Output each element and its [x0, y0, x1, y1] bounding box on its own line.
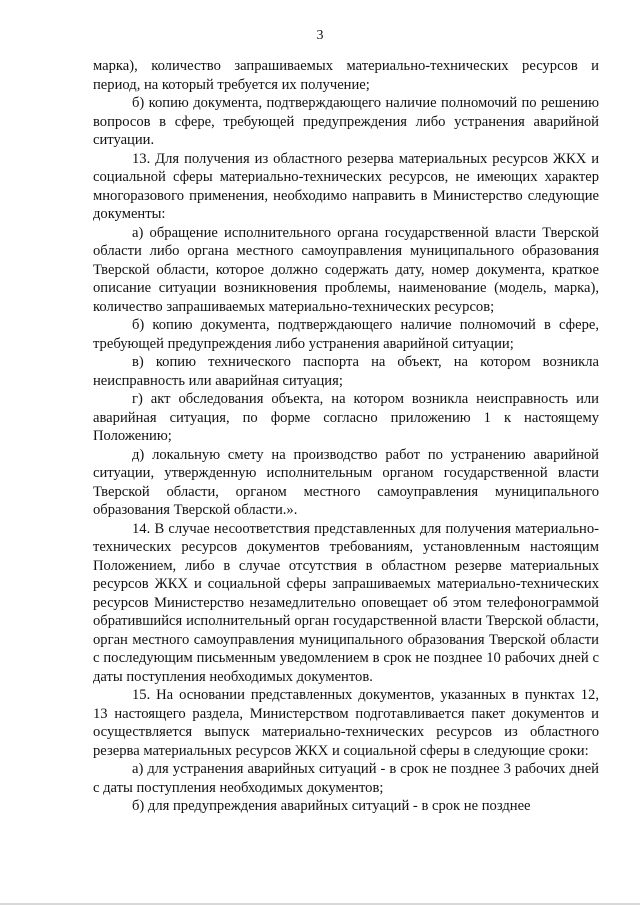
- paragraph-14-noncompliance: 14. В случае несоответствия представленных для получения материально-технических ресурсов документов требованиям, установленным настоящим Положением, либо в случае отсутствия в областном резерве материальных ресурсов ЖКХ и социальной сферы запрашиваемых материально-технических ресурсов Министерство незамедлительно оповещает об этом телефонограммой обратившийся исполнительный орган государственной власти Тверской области, орган местного самоуправления муниципального образования Тверской области с последующим письменным уведомлением в срок не позднее 10 рабочих дней с даты поступления необходимых документов.: [93, 520, 599, 685]
- paragraph-13-intro: 13. Для получения из областного резерва материальных ресурсов ЖКХ и социальной сферы материально-технических ресурсов, не имеющих характер многоразового применения, необходимо направить в Министерство следующие документы:: [93, 150, 599, 222]
- paragraph-13v-technical-passport: в) копию технического паспорта на объект, на котором возникла неисправность или аварийная ситуация;: [93, 354, 599, 389]
- paragraph-13b-authority-copy: б) копию документа, подтверждающего наличие полномочий в сфере, требующей предупреждения либо устранения аварийной ситуации;: [93, 317, 599, 352]
- paragraph-continuation-marka: марка), количество запрашиваемых материально-технических ресурсов и период, на который требуется их получение;: [93, 58, 599, 93]
- paragraph-15-document-package: 15. На основании представленных документов, указанных в пунктах 12, 13 настоящего раздела, Министерством подготавливается пакет документов и осуществляется выпуск материально-технических ресурсов из областного резерва материальных ресурсов ЖКХ и социальной сферы в следующие сроки:: [93, 687, 599, 759]
- paragraph-15b-prevention-term: б) для предупреждения аварийных ситуаций - в срок не позднее: [132, 798, 531, 814]
- paragraph-13d-local-estimate: д) локальную смету на производство работ по устранению аварийной ситуации, утвержденную исполнительным органом государственной власти Тверской области, органом местного самоуправления муниципального образования Тверской области.».: [93, 446, 599, 518]
- paragraph-15a-elimination-term: а) для устранения аварийных ситуаций - в срок не позднее 3 рабочих дней с даты поступления необходимых документов;: [93, 761, 599, 796]
- page-number: 3: [316, 28, 324, 43]
- paragraph-13g-inspection-act: г) акт обследования объекта, на котором возникла неисправность или аварийная ситуация, по форме согласно приложению 1 к настоящему Положению;: [93, 391, 599, 444]
- paragraph-12b-authority-copy: б) копию документа, подтверждающего наличие полномочий по решению вопросов в сфере, требующей предупреждения либо устранения аварийной ситуации.: [93, 95, 599, 148]
- paragraph-13a-request: а) обращение исполнительного органа государственной власти Тверской области либо органа местного самоуправления муниципального образования Тверской области, которое должно содержать дату, номер документа, краткое описание ситуации возникновения проблемы, наименование (модель, марка), количество запрашиваемых материально-технических ресурсов;: [93, 224, 599, 315]
- document-body: [93, 57, 599, 816]
